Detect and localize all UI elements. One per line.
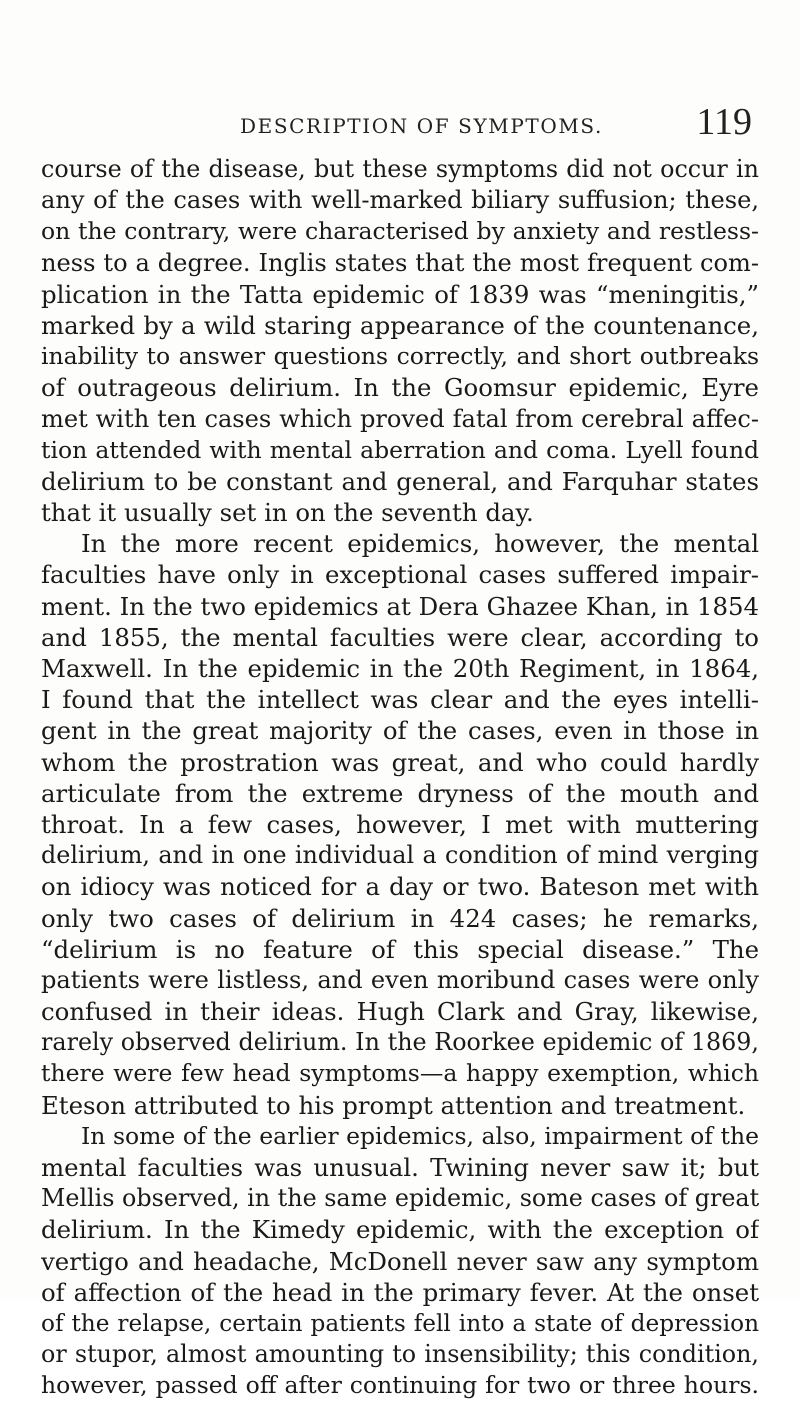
text-line: I found that the intellect was clear and the eyes intelli- [41,685,759,715]
text-line: articulate from the extreme dryness of the mouth and [41,778,759,808]
text-line: delirium to be constant and general, and Farquhar states [41,466,759,496]
running-head [40,100,760,143]
text-line: marked by a wild staring appearance of the countenance, [41,310,759,340]
text-line: ment. In the two epidemics at Dera Ghazee Khan, in 1854 [41,591,759,621]
text-line: on the contrary, were characterised by anxiety and restless- [41,217,759,246]
text-line: throat. In a few cases, however, I met with muttering [41,809,759,839]
text-line: patients were listless, and even moribund cases were only [41,965,759,994]
text-line: “delirium is no feature of this special disease.” The [41,934,759,964]
running-title: DESCRIPTION OF SYMPTOMS. [240,114,603,138]
text-line: and 1855, the mental faculties were clear, according to [41,622,759,652]
page-number: 119 [696,101,752,143]
text-line: however, passed off after continuing for two or three hours. [41,1371,759,1400]
text-line: rarely observed delirium. In the Roorkee epidemic of 1869, [41,1028,759,1057]
text-line: mental faculties was unusual. Twining never saw it; but [41,1153,759,1182]
text-line: course of the disease, but these symptoms did not occur in [41,155,759,183]
text-line: inability to answer questions correctly, and short outbreaks [41,342,759,371]
text-line: Eteson attributed to his prompt attention and treatment. [41,1090,746,1120]
text-line: faculties have only in exceptional cases suffered impair- [41,560,759,590]
text-line: Mellis observed, in the same epidemic, some cases of great [41,1184,759,1213]
text-line: or stupor, almost amounting to insensibility; this condition, [41,1340,759,1369]
text-line: gent in the great majority of the cases, even in those in [41,716,759,746]
text-line: delirium. In the Kimedy epidemic, with the exception of [41,1215,759,1245]
text-line: met with ten cases which proved fatal from cerebral affec- [41,404,759,433]
text-line: In the more recent epidemics, however, the mental [81,529,759,559]
text-line: In some of the earlier epidemics, also, impairment of the [81,1121,759,1150]
text-line: Maxwell. In the epidemic in the 20th Regiment, in 1864, [41,654,759,683]
text-line: of the relapse, certain patients fell into a state of depression [41,1309,759,1337]
text-line: only two cases of delirium in 424 cases; he remarks, [41,903,759,933]
text-line: ness to a degree. Inglis states that the most frequent com- [41,248,759,277]
body-text [41,154,759,1402]
text-line: confused in their ideas. Hugh Clark and Gray, likewise, [41,997,759,1027]
text-line: vertigo and headache, McDonell never saw any symptom [41,1246,759,1276]
text-line: there were few head symptoms—a happy exemption, which [41,1059,759,1088]
text-line: any of the cases with well-marked biliary suffusion; these, [41,186,759,215]
text-line: delirium, and in one individual a condition of mind verging [41,841,759,870]
text-line: of affection of the head in the primary fever. At the onset [41,1277,759,1307]
text-line: of outrageous delirium. In the Goomsur epidemic, Eyre [41,373,759,403]
text-line: plication in the Tatta epidemic of 1839 was “meningitis,” [41,279,759,309]
text-line: whom the prostration was great, and who could hardly [41,747,759,777]
text-line: on idiocy was noticed for a day or two. Bateson met with [41,872,759,902]
text-line: that it usually set in on the seventh day. [41,498,534,528]
text-line: tion attended with mental aberration and coma. Lyell found [41,435,759,464]
